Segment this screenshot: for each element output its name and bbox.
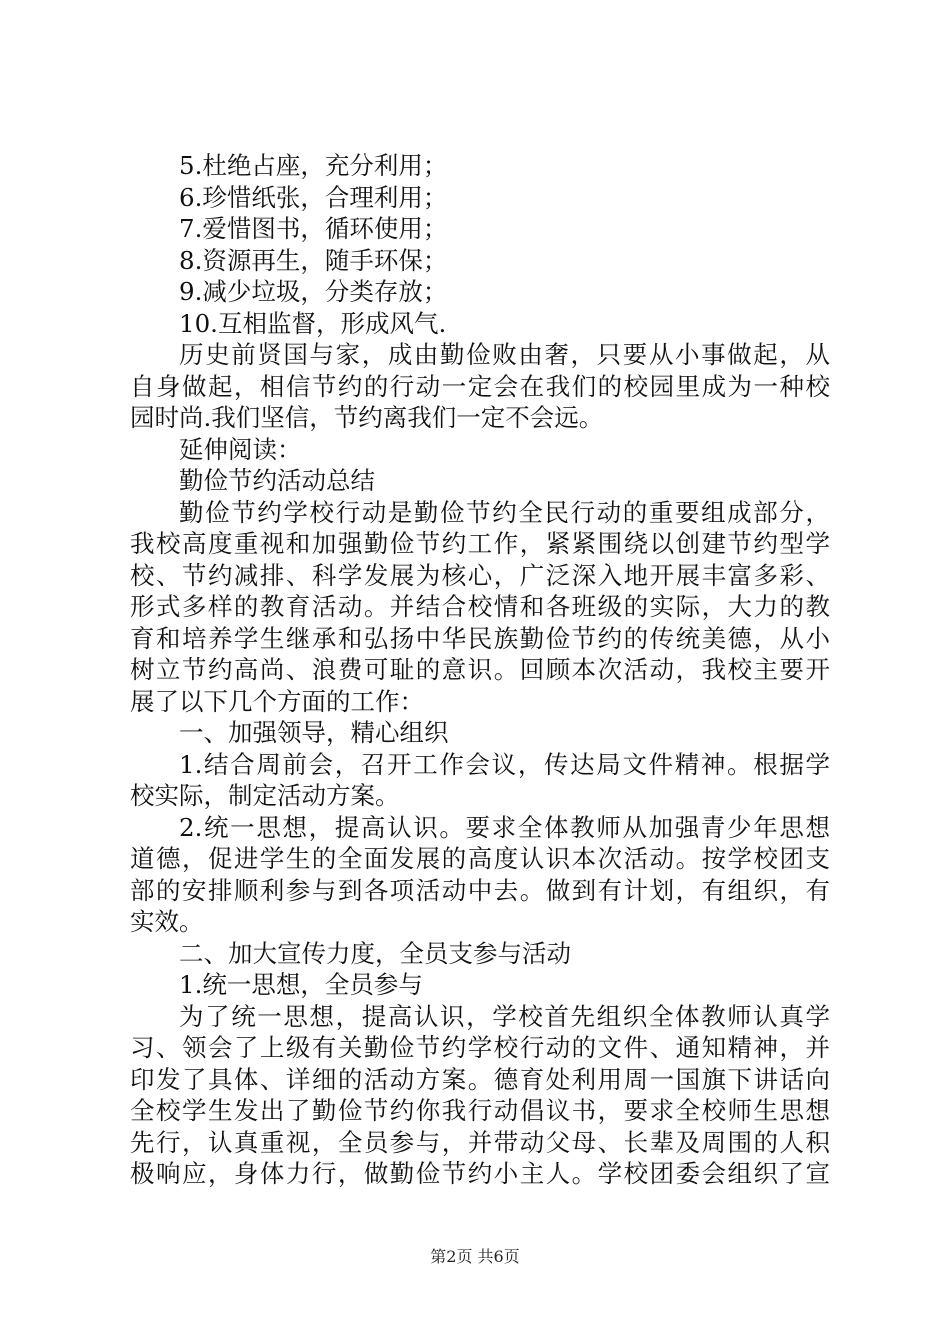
text-line: 育和培养学生继承和弘扬中华民族勤俭节约的传统美德，从小 [130, 623, 830, 653]
text-line: 印发了具体、详细的活动方案。德育处利用周一国旗下讲话向 [130, 1064, 830, 1094]
text-line: 1.统一思想，全员参与 [179, 970, 423, 999]
text-line: 全校学生发出了勤俭节约你我行动倡议书，要求全校师生思想 [130, 1096, 830, 1125]
text-line: 实效。 [130, 907, 204, 936]
text-line: 形式多样的教育活动。并结合校情和各班级的实际，大力的教 [130, 592, 830, 621]
text-line: 9.减少垃圾，分类存放； [179, 277, 448, 306]
text-line: 勤俭节约活动总结 [179, 466, 375, 495]
page-footer: 第2页 共6页 [430, 1247, 520, 1266]
text-line: 极响应，身体力行，做勤俭节约小主人。学校团委会组织了宣 [130, 1159, 830, 1188]
text-line: 8.资源再生，随手环保； [179, 245, 448, 275]
text-line: 校、节约减排、科学发展为核心，广泛深入地开展丰富多彩、 [130, 560, 830, 590]
text-line: 历史前贤国与家，成由勤俭败由奢，只要从小事做起，从 [179, 340, 830, 369]
text-line: 展了以下几个方面的工作： [130, 686, 424, 716]
text-line: 一、加强领导，精心组织 [179, 718, 449, 747]
text-line: 树立节约高尚、浪费可耻的意识。回顾本次活动，我校主要开 [130, 655, 830, 684]
text-line: 我校高度重视和加强勤俭节约工作，紧紧围绕以创建节约型学 [130, 529, 830, 558]
text-line: 部的安排顺利参与到各项活动中去。做到有计划，有组织，有 [130, 875, 830, 905]
text-line: 10.互相监督，形成风气. [179, 308, 447, 338]
text-line: 5.杜绝占座，充分利用； [179, 151, 448, 180]
text-line: 为了统一思想，提高认识，学校首先组织全体教师认真学 [179, 1001, 830, 1031]
text-line: 道德，促进学生的全面发展的高度认识本次活动。按学校团支 [130, 844, 830, 873]
text-line: 1.结合周前会，召开工作会议，传达局文件精神。根据学 [179, 749, 830, 779]
text-line: 勤俭节约学校行动是勤俭节约全民行动的重要组成部分， [179, 497, 830, 527]
text-line: 先行，认真重视，全员参与，并带动父母、长辈及周围的人积 [130, 1127, 830, 1157]
text-line: 6.珍惜纸张，合理利用； [179, 182, 448, 212]
text-line: 延伸阅读： [179, 434, 302, 464]
text-line: 二、加大宣传力度，全员支参与活动 [179, 938, 571, 968]
text-line: 习、领会了上级有关勤俭节约学校行动的文件、通知精神，并 [130, 1033, 830, 1062]
text-line: 园时尚.我们坚信，节约离我们一定不会远。 [130, 403, 604, 432]
text-line: 自身做起，相信节约的行动一定会在我们的校园里成为一种校 [130, 371, 830, 401]
text-line: 7.爱惜图书，循环使用； [179, 214, 448, 243]
text-line: 校实际，制定活动方案。 [130, 781, 400, 810]
document-body [130, 150, 830, 1190]
text-line: 2.统一思想，提高认识。要求全体教师从加强青少年思想 [179, 812, 830, 842]
